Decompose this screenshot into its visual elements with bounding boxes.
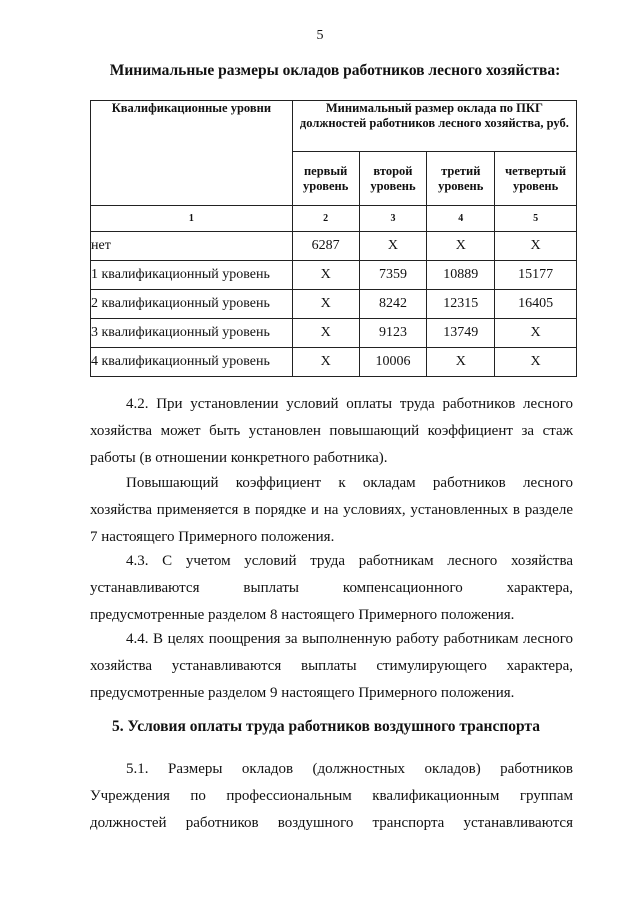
text-line: устанавливаются выплаты компенсационного характера, bbox=[90, 580, 573, 596]
text-line: предусмотренные разделом 9 настоящего Примерного положения. bbox=[90, 685, 515, 701]
column-number: 3 bbox=[359, 206, 427, 232]
cell-value: 12315 bbox=[427, 290, 495, 319]
salary-table bbox=[90, 100, 577, 377]
cell-value: X bbox=[495, 232, 577, 261]
cell-value: 8242 bbox=[359, 290, 427, 319]
table-row bbox=[91, 232, 577, 261]
text-line: Повышающий коэффициент к окладам работников лесного bbox=[126, 475, 573, 491]
cell-value: X bbox=[495, 348, 577, 377]
cell-value: 10889 bbox=[427, 261, 495, 290]
header-min-salary: Минимальный размер оклада по ПКГ должностей работников лесного хозяйства, руб. bbox=[292, 101, 576, 152]
cell-value: 10006 bbox=[359, 348, 427, 377]
cell-value: X bbox=[495, 319, 577, 348]
cell-value: X bbox=[359, 232, 427, 261]
cell-value: 6287 bbox=[292, 232, 359, 261]
text-line: 4.2. При установлении условий оплаты труда работников лесного bbox=[126, 396, 573, 412]
paragraph-4-4 bbox=[90, 626, 573, 707]
paragraph-4-3 bbox=[90, 548, 573, 629]
table-row bbox=[91, 261, 577, 290]
text-line: должностей работников воздушного транспорта устанавливаются bbox=[90, 815, 573, 831]
cell-value: X bbox=[292, 261, 359, 290]
column-number: 2 bbox=[292, 206, 359, 232]
text-line: 5.1. Размеры окладов (должностных окладов) работников bbox=[126, 761, 573, 777]
cell-value: X bbox=[427, 232, 495, 261]
cell-value: X bbox=[292, 290, 359, 319]
header-level-3: третий уровень bbox=[427, 152, 495, 206]
section-5-title: 5. Условия оплаты труда работников воздушного транспорта bbox=[112, 718, 540, 735]
paragraph-4-2-coefficient bbox=[90, 470, 573, 551]
cell-value: 16405 bbox=[495, 290, 577, 319]
header-level-1: первый уровень bbox=[292, 152, 359, 206]
text-line: хозяйства может быть установлен повышающий коэффициент за стаж bbox=[90, 423, 573, 439]
column-number: 4 bbox=[427, 206, 495, 232]
text-line: работы (в отношении конкретного работника). bbox=[90, 450, 388, 466]
column-number-row bbox=[91, 206, 577, 232]
table-row bbox=[91, 348, 577, 377]
row-name: 1 квалификационный уровень bbox=[91, 261, 293, 290]
cell-value: 9123 bbox=[359, 319, 427, 348]
table-row bbox=[91, 319, 577, 348]
header-level-4: четвертый уровень bbox=[495, 152, 577, 206]
text-line: предусмотренные разделом 8 настоящего Примерного положения. bbox=[90, 607, 515, 623]
row-name: нет bbox=[91, 232, 293, 261]
header-qualification: Квалификационные уровни bbox=[91, 101, 293, 206]
row-name: 3 квалификационный уровень bbox=[91, 319, 293, 348]
page-number: 5 bbox=[316, 28, 324, 43]
cell-value: 15177 bbox=[495, 261, 577, 290]
text-line: 4.4. В целях поощрения за выполненную работу работникам лесного bbox=[126, 631, 573, 647]
text-line: хозяйства устанавливаются выплаты стимулирующего характера, bbox=[90, 658, 573, 674]
table-title: Минимальные размеры окладов работников лесного хозяйства: bbox=[109, 62, 561, 79]
column-number: 1 bbox=[91, 206, 293, 232]
cell-value: X bbox=[292, 319, 359, 348]
column-number: 5 bbox=[495, 206, 577, 232]
row-name: 2 квалификационный уровень bbox=[91, 290, 293, 319]
header-level-2: второй уровень bbox=[359, 152, 427, 206]
paragraph-4-2 bbox=[90, 391, 573, 472]
text-line: хозяйства применяется в порядке и на условиях, установленных в разделе bbox=[90, 502, 573, 518]
text-line: 4.3. С учетом условий труда работникам лесного хозяйства bbox=[126, 553, 573, 569]
row-name: 4 квалификационный уровень bbox=[91, 348, 293, 377]
cell-value: 13749 bbox=[427, 319, 495, 348]
cell-value: X bbox=[427, 348, 495, 377]
cell-value: 7359 bbox=[359, 261, 427, 290]
text-line: 7 настоящего Примерного положения. bbox=[90, 529, 335, 545]
text-line: Учреждения по профессиональным квалификационным группам bbox=[90, 788, 573, 804]
cell-value: X bbox=[292, 348, 359, 377]
table-row bbox=[91, 290, 577, 319]
paragraph-5-1 bbox=[90, 756, 573, 837]
